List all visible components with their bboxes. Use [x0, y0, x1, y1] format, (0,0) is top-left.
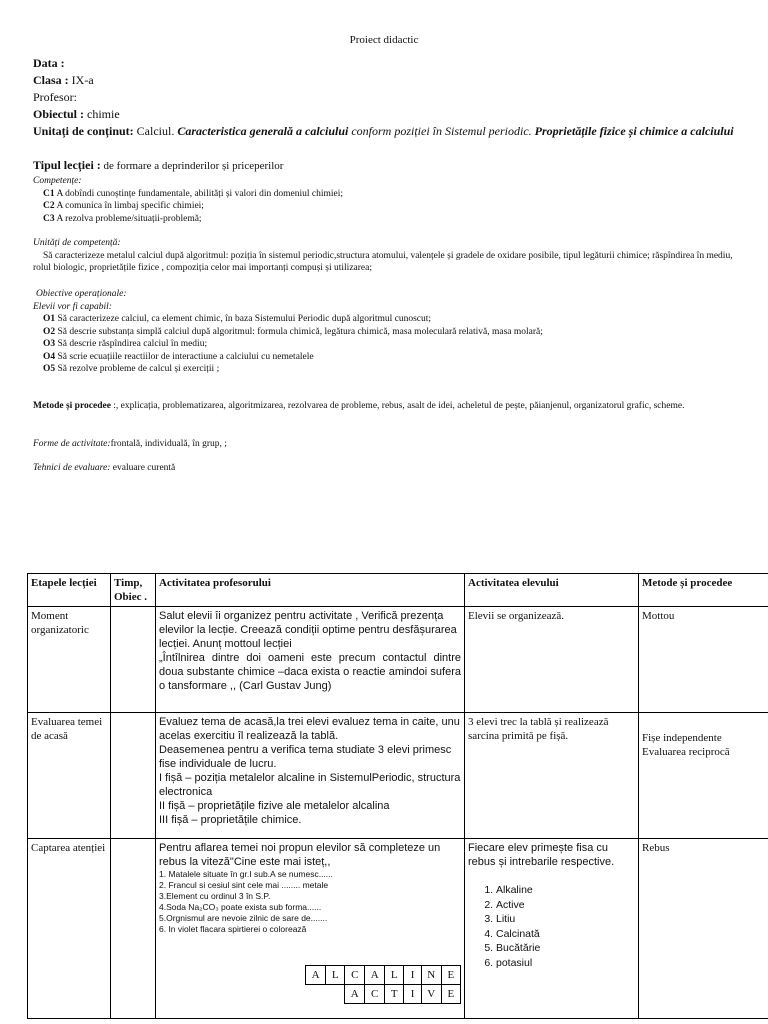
obiectiv-item: O4 Să scrie ecuațiile reactiilor de interactiune a calciului cu nemetalele — [43, 351, 314, 362]
obiectul-value: chimie — [84, 107, 120, 121]
rebus-question: 1. Matalele situate în gr.I sub.A se numesc...... — [159, 869, 333, 879]
answer-item: 3. Litiu — [496, 912, 635, 927]
column-header: Timp, Obiec . — [111, 574, 156, 607]
obiectiv-item: O2 Să descrie substanța simplă calciul după algoritmul: formula chimică, legătura chimică, masa moleculară relativă, masa molară; — [43, 326, 543, 337]
elev-text: Fiecare elev primește fisa cu rebus și intrebarile respective. — [468, 842, 615, 868]
competente-heading: Competențe: — [33, 176, 82, 186]
etapa-cell: Evaluarea temei de acasă — [28, 713, 111, 839]
motto-quote: „Întîlnirea dintre doi oameni este precum contactul dintre doua substante chimice –daca exista o reactie amindoi sufera o tansformare ,, (Carl Gustav Jung) — [159, 652, 461, 692]
competente-section — [33, 175, 743, 225]
obiectiv-item: O5 Să rezolve probleme de calcul și exerciții ; — [43, 364, 220, 374]
clasa-value: IX-a — [68, 73, 94, 87]
crossword-row — [277, 985, 461, 1004]
tehnici-label: Tehnici de evaluare: — [33, 463, 111, 473]
crossword-cell: V — [421, 985, 441, 1004]
lesson-plan-table — [27, 573, 768, 1019]
column-header: Activitatea elevului — [465, 574, 639, 607]
crossword-cell: A — [345, 985, 365, 1004]
table-row — [28, 713, 768, 839]
crossword-row — [277, 966, 461, 985]
profesor-line: Evaluez tema de acasă,la trei elevi evaluez tema in caite, unu acelas exercitiu îl realizează la tablă. — [159, 716, 460, 742]
profesor-line: I fișă – poziția metalelor alcaline in SistemulPeriodic, structura electronica — [159, 772, 461, 798]
crossword-cell: I — [404, 966, 421, 985]
unitati-label: Unitați de conținut: — [33, 124, 134, 138]
crossword-cell: A — [365, 966, 385, 985]
rebus-question: 4.Soda Na₂CO₃ poate exista sub forma...... — [159, 902, 322, 912]
column-header: Etapele lecției — [28, 574, 111, 607]
tipul-label: Tipul lecției : — [33, 158, 101, 172]
metode-cell: Rebus — [639, 839, 768, 1019]
tipul-value: de formare a deprinderilor și priceperilor — [100, 160, 284, 172]
clasa-label: Clasa : — [33, 73, 69, 87]
answer-item: 4. Calcinată — [496, 927, 635, 942]
profesor-cell — [156, 607, 465, 713]
timp-cell — [111, 713, 156, 839]
column-header: Metode și procedee — [639, 574, 768, 607]
rebus-question: 6. In violet flacara spirtierei o colorează — [159, 924, 307, 934]
competenta-item: C3 A rezolva probleme/situații-problemă; — [43, 213, 202, 224]
tipul-field — [33, 158, 283, 173]
metode-label: Metode și procedee — [33, 401, 111, 411]
elev-cell: Elevii se organizează. — [465, 607, 639, 713]
crossword-cell: C — [345, 966, 365, 985]
profesor-line: II fișă – proprietățile fizive ale metalelor alcalina — [159, 800, 390, 812]
metode-cell: Mottou — [639, 607, 768, 713]
answers-list — [468, 883, 635, 970]
competenta-item: C1 A dobîndi cunoștințe fundamentale, abilități și valori din domeniul chimiei; — [43, 188, 344, 199]
unitati-competenta-section — [33, 237, 743, 275]
profesor-line: Deasemenea pentru a verifica tema studiate 3 elevi primesc fise individuale de lucru. — [159, 744, 452, 770]
crossword-cell: E — [441, 966, 460, 985]
table-row — [28, 839, 768, 1019]
unitati-competenta-heading: Unități de competență: — [33, 238, 121, 248]
crossword-cell: L — [326, 966, 345, 985]
profesor-label: Profesor: — [33, 90, 77, 104]
crossword-cell: C — [365, 985, 385, 1004]
obiectiv-item: O3 Să descrie răspîndirea calciul în mediu; — [43, 339, 208, 349]
data-field — [33, 56, 65, 71]
unitati-continut-field — [33, 124, 745, 139]
column-header: Activitatea profesorului — [156, 574, 465, 607]
profesor-text: Salut elevii îi organizez pentru activitate , Verifică prezența elevilor la lecție. Creează condiții optime pentru desfășurarea lecției. Anunț mottoul lecției — [159, 610, 457, 650]
rebus-question: 5.Orgnismul are nevoie zilnic de sare de....... — [159, 913, 328, 923]
unitati-competenta-text: Să caracterizeze metalul calciul după algoritmul: poziția în sistemul periodic,structura atomului, valențele și gradele de oxidare posibile, tipul legăturii chimice; răspîndirea în mediu, rolul biologic, proprietățile fizice , compoziția celor mai importanți compuși și utilizarea; — [33, 250, 733, 273]
crossword-cell: I — [404, 985, 421, 1004]
forme-text: frontală, individuală, în grup, ; — [110, 439, 227, 449]
answer-item: 5. Bucătărie — [496, 941, 635, 956]
data-label: Data : — [33, 56, 65, 70]
rebus-question: 3.Element cu ordinul 3 în S.P. — [159, 891, 271, 901]
unitati-value-3: conform poziției în Sistemul periodic. — [348, 124, 535, 138]
page-title: Proiect didactic — [349, 34, 419, 46]
metode-section — [33, 400, 743, 413]
clasa-field — [33, 73, 94, 88]
metode-text: :, explicația, problematizarea, algoritmizarea, rezolvarea de probleme, rebus, asalt de idei, acheletul de pește, păianjenul, organizatorul grafic, scheme. — [110, 401, 685, 411]
obiective-subheading: Elevii vor fi capabil: — [33, 301, 112, 312]
table-header-row — [28, 574, 768, 607]
elev-cell — [465, 839, 639, 1019]
obiective-section — [33, 288, 743, 376]
crossword-cell: L — [385, 966, 404, 985]
answer-item: 6. potasiul — [496, 956, 635, 971]
answer-item: 2. Active — [496, 898, 635, 913]
crossword-cell: E — [441, 985, 460, 1004]
profesor-cell — [156, 713, 465, 839]
unitati-value-1: Calciul. — [133, 124, 178, 138]
crossword-cell: A — [306, 966, 326, 985]
unitati-value-4: Proprietățile fizice și chimice a calciului — [534, 124, 734, 138]
metode-cell: Fișe independente Evaluarea reciprocă — [639, 713, 768, 839]
obiectul-label: Obiectul : — [33, 107, 84, 121]
crossword-cell: T — [385, 985, 404, 1004]
obiectiv-item: O1 Să caracterizeze calciul, ca element chimic, în baza Sistemului Periodic după algoritmul cunoscut; — [43, 314, 432, 324]
profesor-field — [33, 90, 77, 105]
profesor-line: III fișă – proprietățile chimice. — [159, 814, 302, 826]
timp-cell — [111, 607, 156, 713]
etapa-cell: Captarea atenției — [28, 839, 111, 1019]
crossword-grid — [277, 965, 461, 1004]
crossword-cell: N — [421, 966, 441, 985]
answer-item: 1. Alkaline — [496, 883, 635, 898]
elev-cell: 3 elevi trec la tablă și realizează sarcina primită pe fișă. — [465, 713, 639, 839]
forme-label: Forme de activitate: — [33, 439, 111, 449]
unitati-value-2: Caracteristica generală a calciului — [177, 124, 349, 138]
obiective-heading: Obiective operaționale: — [36, 289, 127, 299]
rebus-question: 2. Francul si cesiul sint cele mai ........ metale — [159, 880, 329, 890]
profesor-cell — [156, 839, 465, 1019]
table-row — [28, 607, 768, 713]
forme-section — [33, 438, 743, 451]
profesor-text: Pentru aflarea temei noi propun elevilor să completeze un rebus la viteză"Cine este mai isteț,, — [159, 842, 441, 868]
obiectul-field — [33, 107, 120, 122]
competenta-item: C2 A comunica în limbaj specific chimiei; — [43, 201, 204, 211]
tehnici-text: evaluare curentă — [110, 463, 176, 473]
timp-cell — [111, 839, 156, 1019]
tehnici-section — [33, 462, 743, 475]
etapa-cell: Moment organizatoric — [28, 607, 111, 713]
